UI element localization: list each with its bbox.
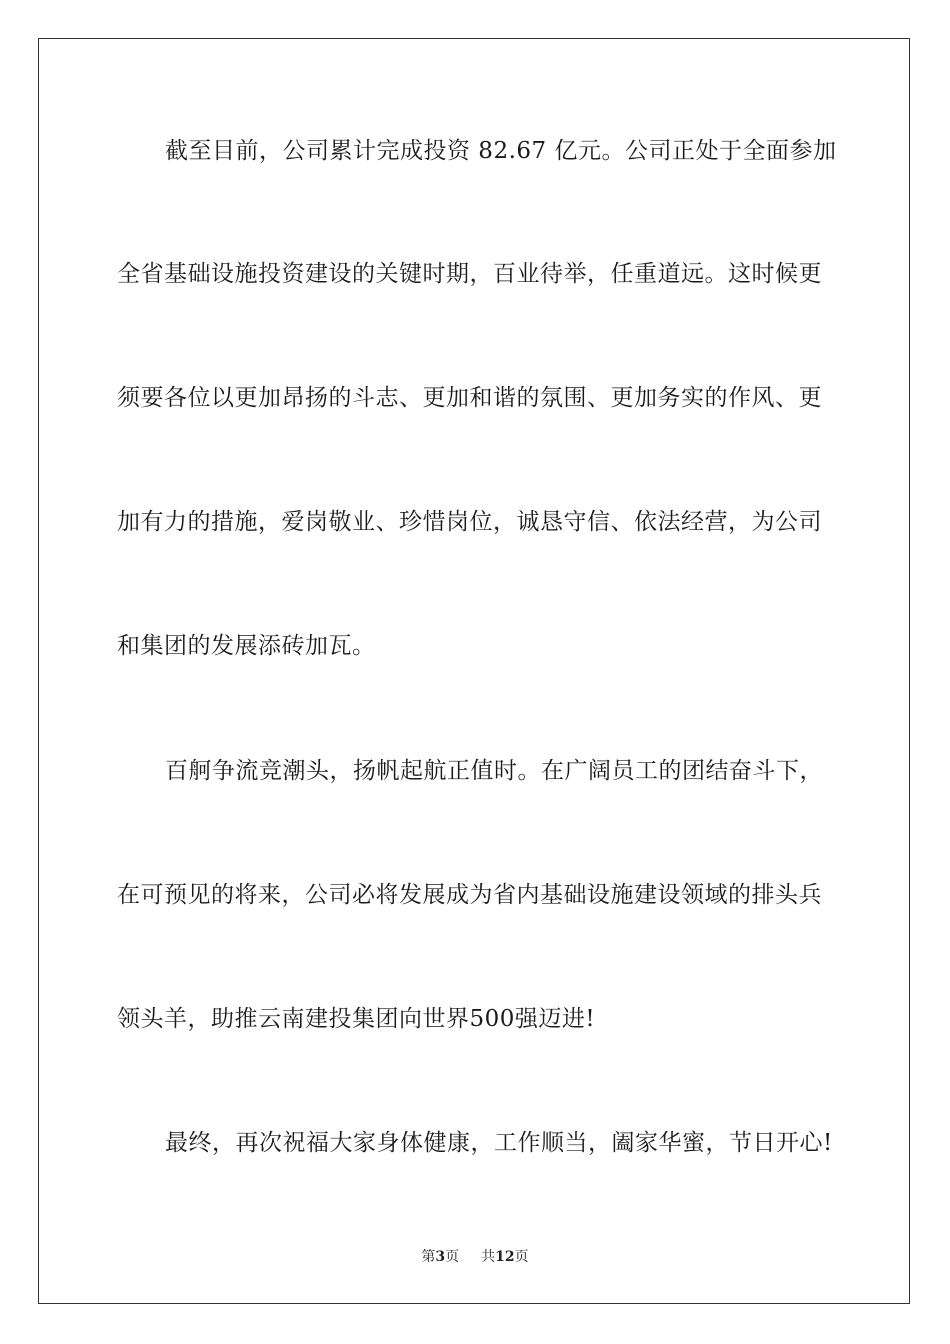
paragraph-1-line-3: 须要各位以更加昂扬的斗志、更加和谐的氛围、更加务实的作风、更 <box>117 385 822 411</box>
paragraph-2-line-2: 在可预见的将来，公司必将发展成为省内基础设施建设领域的排头兵 <box>117 882 822 908</box>
paragraph-1-line-4: 加有力的措施，爱岗敬业、珍惜岗位，诚恳守信、依法经营，为公司 <box>117 509 822 535</box>
page-footer <box>0 1247 950 1267</box>
footer-page-prefix: 第 <box>421 1249 436 1265</box>
paragraph-1-line-2: 全省基础设施投资建设的关键时期，百业待举，任重道远。这时候更 <box>117 261 822 287</box>
footer-total-prefix: 共 <box>481 1249 496 1265</box>
paragraph-1-line-1: 截至目前，公司累计完成投资 82.67 亿元。公司正处于全面参加 <box>165 138 837 164</box>
paragraph-2-line-1: 百舸争流竞潮头，扬帆起航正值时。在广阔员工的团结奋斗下， <box>165 758 823 784</box>
footer-total-suffix: 页 <box>514 1249 529 1265</box>
footer-page-number: 3 <box>435 1249 446 1265</box>
paragraph-3-line-1: 最终，再次祝福大家身体健康，工作顺当，阖家华蜜，节日开心! <box>165 1130 833 1156</box>
paragraph-2-line-3: 领头羊，助推云南建投集团向世界500强迈进! <box>117 1006 596 1032</box>
page-border <box>38 38 910 1304</box>
footer-page-suffix: 页 <box>445 1249 460 1265</box>
footer-total-pages: 12 <box>495 1249 515 1265</box>
paragraph-1-line-5: 和集团的发展添砖加瓦。 <box>117 633 376 659</box>
